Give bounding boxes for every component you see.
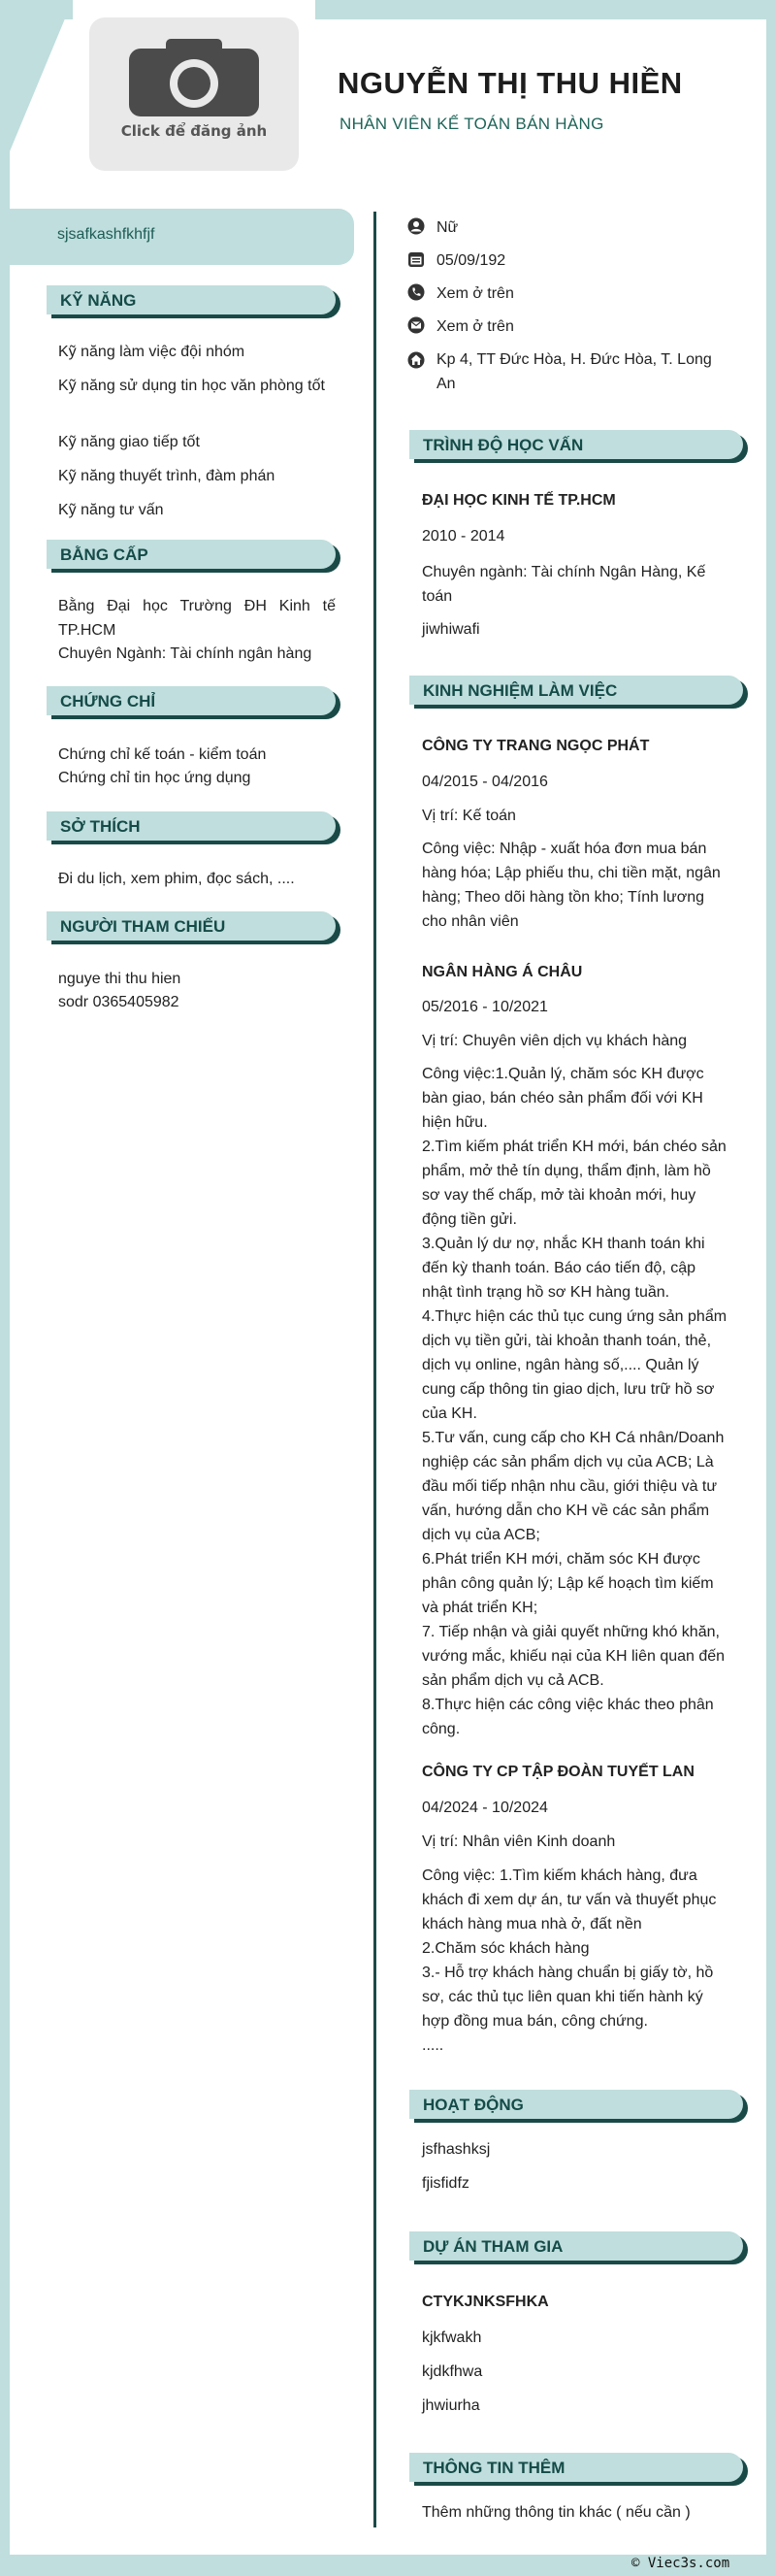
- job-position: Vị trí: Chuyên viên dịch vụ khách hàng: [422, 1033, 688, 1049]
- reference-item: sodr 0365405982: [58, 994, 179, 1010]
- more-info-title: [409, 2453, 743, 2482]
- experience-title: [409, 676, 743, 705]
- education-school: ĐẠI HỌC KINH TẾ TP.HCM: [422, 492, 616, 509]
- phone-value: Xem ở trên: [436, 285, 514, 302]
- hobbies-title: [47, 811, 336, 841]
- phone-icon: [407, 283, 425, 301]
- certificate-item: Chứng chỉ tin học ứng dụng: [58, 770, 251, 786]
- objective-text: sjsafkashfkhfjf: [57, 226, 155, 243]
- camera-icon: [129, 39, 259, 116]
- degree-major: Chuyên Ngành: Tài chính ngân hàng: [58, 645, 312, 662]
- column-divider: [373, 212, 376, 2527]
- activity-item: jsfhashksj: [422, 2141, 491, 2158]
- education-title-text: TRÌNH ĐỘ HỌC VẤN: [423, 436, 584, 454]
- header-decoration-top: [310, 0, 776, 19]
- education-title: [409, 430, 743, 459]
- gender-value: Nữ: [436, 219, 459, 236]
- person-icon: [407, 217, 425, 235]
- degrees-title: [47, 540, 336, 569]
- references-title-text: NGƯỜI THAM CHIẾU: [60, 917, 226, 936]
- project-name: CTYKJNKSFHKA: [422, 2294, 549, 2310]
- photo-caption: Click để đăng ảnh: [120, 122, 268, 140]
- projects-title-text: DỰ ÁN THAM GIA: [423, 2237, 564, 2256]
- education-note: jiwhiwafi: [422, 621, 480, 638]
- skills-title: [47, 285, 336, 314]
- job-description: Công việc: 1.Tìm kiếm khách hàng, đưa khách đi xem dự án, tư vấn và thuyết phục khách hàng mua nhà ở, đất nền 2.Chăm sóc khách hàng 3.- Hỗ trợ khách hàng chuẩn bị giấy tờ, hồ sơ, các thủ tục liên quan khi tiến hành ký hợp đồng mua bán, công chứng. .....: [422, 1867, 717, 2054]
- hobbies-title-text: SỞ THÍCH: [60, 817, 141, 836]
- candidate-name: NGUYỄN THỊ THU HIỀN: [338, 66, 683, 100]
- skill-item: Kỹ năng giao tiếp tốt: [58, 434, 200, 450]
- photo-upload[interactable]: [89, 17, 299, 171]
- skill-item: Kỹ năng thuyết trình, đàm phán: [58, 468, 275, 484]
- more-info-text: Thêm những thông tin khác ( nếu cần ): [422, 2504, 691, 2521]
- skill-item: Kỹ năng làm việc đội nhóm: [58, 344, 245, 360]
- skill-item: Kỹ năng tư vấn: [58, 502, 164, 518]
- skill-item: Kỹ năng sử dụng tin học văn phòng tốt: [58, 378, 325, 394]
- education-period: 2010 - 2014: [422, 528, 505, 545]
- job-description: Công việc: Nhập - xuất hóa đơn mua bán hàng hóa; Lập phiếu thu, chi tiền mặt, ngân hàng; Theo dõi hàng tồn kho; Tính lương cho nhân viên: [422, 841, 721, 930]
- objective-box: [5, 209, 354, 265]
- experience-title-text: KINH NGHIỆM LÀM VIỆC: [423, 681, 618, 700]
- job-description: Công việc:1.Quản lý, chăm sóc KH được bàn giao, bán chéo sản phẩm đối với KH hiện hữu. 2.Tìm kiếm phát triển KH mới, bán chéo sản phẩm, mở thẻ tín dụng, thẩm định, làm hồ sơ vay thế chấp, mở tài khoản mới, huy động tiền gửi. 3.Quản lý dư nợ, nhắc KH thanh toán khi đến kỳ thanh toán. Báo cáo tiến độ, cập nhật tình trạng hồ sơ KH hàng tuần. 4.Thực hiện các thủ tục cung ứng sản phẩm dịch vụ tiền gửi, tài khoản thanh toán, thẻ, dịch vụ online, ngân hàng số,.... Quản lý cung cấp thông tin giao dịch, lưu trữ hồ sơ của KH. 5.Tư vấn, cung cấp cho KH Cá nhân/Doanh nghiệp các sản phẩm dịch vụ của ACB; Là đầu mối tiếp nhận nhu cầu, giới thiệu và tư vấn, hướng dẫn cho KH về các sản phẩm dịch vụ của ACB; 6.Phát triển KH mới, chăm sóc KH được phân công quản lý; Lập kế hoạch tìm kiếm và phát triển KH; 7. Tiếp nhận và giải quyết những khó khăn, vướng mắc, khiếu nại của KH liên quan đến sản phẩm dịch vụ cả ACB. 8.Thực hiện các công việc khác theo phân công.: [422, 1066, 728, 1737]
- certificate-item: Chứng chỉ kế toán - kiểm toán: [58, 746, 267, 763]
- job-company: CÔNG TY CP TẬP ĐOÀN TUYẾT LAN: [422, 1764, 695, 1780]
- email-icon: [407, 316, 425, 334]
- job-company: CÔNG TY TRANG NGỌC PHÁT: [422, 738, 650, 754]
- calendar-icon: [407, 250, 425, 268]
- projects-title: [409, 2231, 743, 2261]
- degree-text: Bằng Đại học Trường ĐH Kinh tế TP.HCM: [58, 598, 336, 639]
- job-company: NGÂN HÀNG Á CHÂU: [422, 964, 583, 980]
- certificates-title: [47, 686, 336, 715]
- project-item: jhwiurha: [422, 2397, 480, 2414]
- references-title: [47, 911, 336, 941]
- email-value: Xem ở trên: [436, 318, 514, 335]
- watermark: © Viec3s.com: [631, 2556, 730, 2571]
- birthday-value: 05/09/192: [436, 252, 506, 269]
- skills-title-text: KỸ NĂNG: [60, 291, 137, 310]
- reference-item: nguye thi thu hien: [58, 971, 181, 987]
- project-item: kjkfwakh: [422, 2329, 482, 2346]
- job-title: NHÂN VIÊN KẾ TOÁN BÁN HÀNG: [340, 115, 604, 133]
- job-position: Vị trí: Nhân viên Kinh doanh: [422, 1833, 616, 1850]
- certificates-title-text: CHỨNG CHỈ: [60, 692, 156, 710]
- more-info-title-text: THÔNG TIN THÊM: [423, 2459, 566, 2477]
- education-major: Chuyên ngành: Tài chính Ngân Hàng, Kế toán: [422, 564, 706, 605]
- address-value: Kp 4, TT Đức Hòa, H. Đức Hòa, T. Long An: [436, 351, 712, 392]
- job-period: 04/2024 - 10/2024: [422, 1800, 548, 1816]
- home-icon: [407, 351, 425, 369]
- activity-item: fjisfidfz: [422, 2175, 469, 2192]
- activities-title-text: HOẠT ĐỘNG: [423, 2096, 524, 2114]
- hobbies-text: Đi du lịch, xem phim, đọc sách, ....: [58, 871, 295, 887]
- job-period: 05/2016 - 10/2021: [422, 999, 548, 1015]
- project-item: kjdkfhwa: [422, 2363, 483, 2380]
- activities-title: [409, 2090, 743, 2119]
- job-period: 04/2015 - 04/2016: [422, 774, 548, 790]
- job-position: Vị trí: Kế toán: [422, 808, 516, 824]
- degrees-title-text: BẰNG CẤP: [60, 545, 148, 564]
